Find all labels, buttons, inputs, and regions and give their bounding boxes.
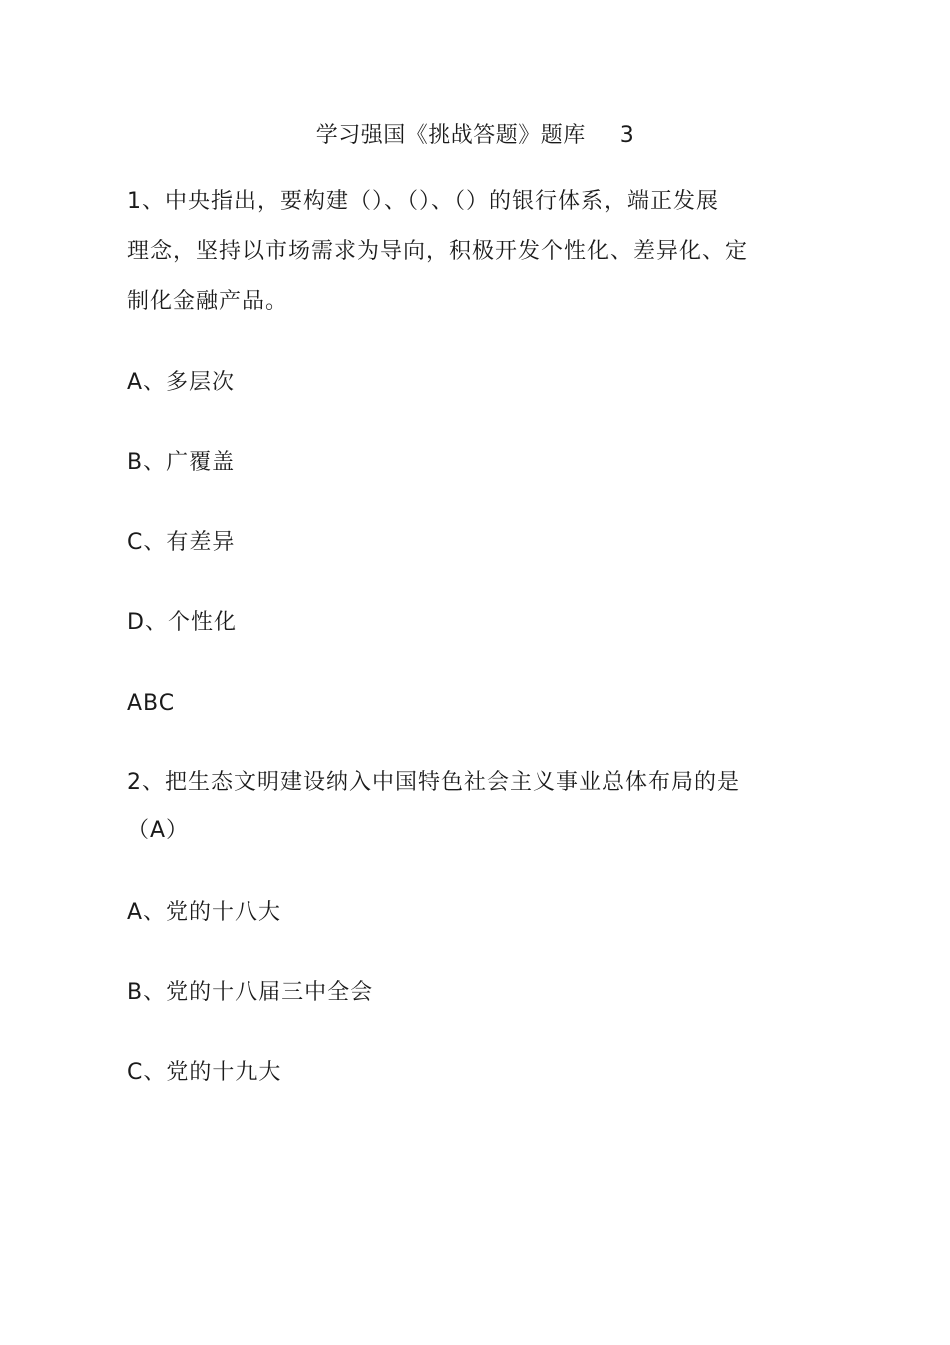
question-2-option-a: A、党的十八大 [127,900,282,925]
question-2-stem-line-1: 2、把生态文明建设纳入中国特色社会主义事业总体布局的是 [127,770,740,795]
question-1-option-b: B、广覆盖 [127,450,236,475]
question-1-option-d: D、个性化 [127,610,237,635]
question-2-option-c: C、党的十九大 [127,1060,282,1085]
page-title [0,118,950,154]
question-1-answer: ABC [127,691,176,716]
question-1-stem-line-1: 1、中央指出，要构建（）、（）、（）的银行体系，端正发展 [127,189,719,214]
title-number: 3 [619,123,635,148]
question-1-option-c: C、有差异 [127,530,236,555]
question-1-stem-line-3: 制化金融产品。 [127,289,289,314]
question-2-stem-line-2: （A） [127,818,190,843]
question-2-option-b: B、党的十八届三中全会 [127,980,374,1005]
title-text: 学习强国《挑战答题》题库 [315,123,586,148]
question-1-option-a: A、多层次 [127,370,236,395]
question-1-stem-line-2: 理念，坚持以市场需求为导向，积极开发个性化、差异化、定 [127,239,749,264]
